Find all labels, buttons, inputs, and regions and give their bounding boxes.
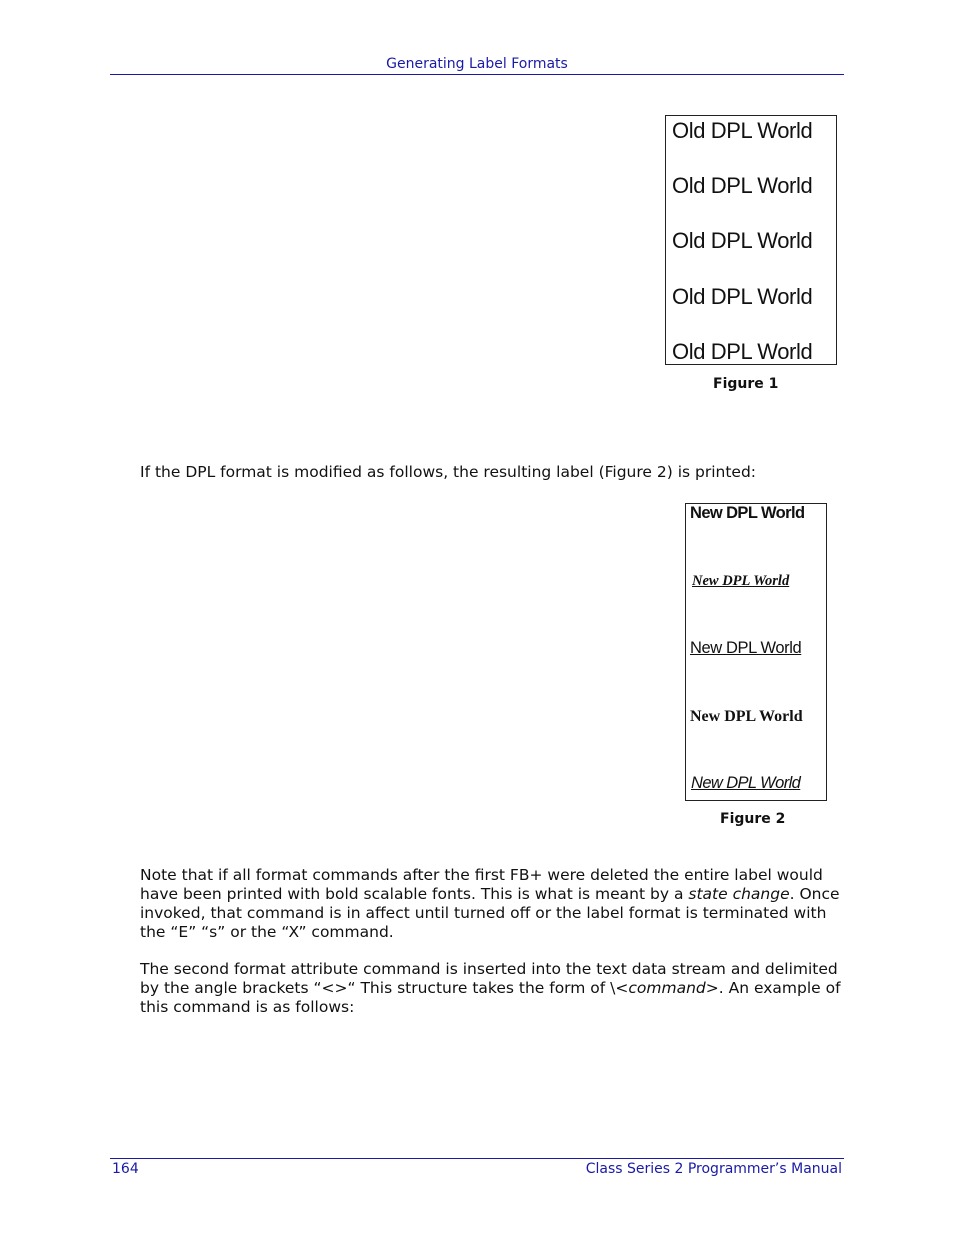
note-text-end: . Once invoked, that command is in affect until turned off or the label format is terminated with the “E” “s” or the “X” command. bbox=[140, 885, 840, 941]
command-emphasis: command bbox=[628, 979, 706, 997]
note-emphasis: state change bbox=[688, 885, 790, 903]
label-line: New DPL World bbox=[691, 774, 801, 792]
command-text-end: >. An example of this command is as follows: bbox=[140, 979, 841, 1016]
note-paragraph bbox=[140, 866, 846, 942]
header-rule bbox=[110, 74, 844, 75]
footer-rule bbox=[110, 1158, 844, 1159]
label-line: New DPL World bbox=[690, 639, 802, 657]
figure-2-caption: Figure 2 bbox=[720, 811, 786, 827]
label-line: Old DPL World bbox=[672, 118, 813, 143]
note-text: Note that if all format commands after the first FB+ were deleted the entire label would have been printed with bold scalable fonts. This is what is meant by a bbox=[140, 866, 823, 903]
header-title: Generating Label Formats bbox=[386, 56, 568, 72]
label-line: New DPL World bbox=[690, 708, 803, 725]
label-line: Old DPL World bbox=[672, 173, 813, 198]
figure-1-label bbox=[665, 115, 837, 365]
command-paragraph bbox=[140, 960, 846, 1017]
command-text: The second format attribute command is inserted into the text data stream and delimited by the angle brackets “<>“ This structure takes the form of \< bbox=[140, 960, 838, 997]
figure-1-caption: Figure 1 bbox=[713, 376, 779, 392]
manual-title: Class Series 2 Programmer’s Manual bbox=[585, 1161, 842, 1177]
intro-paragraph: If the DPL format is modified as follows, the resulting label (Figure 2) is printed: bbox=[140, 463, 757, 481]
label-line: Old DPL World bbox=[672, 339, 813, 364]
page-number: 164 bbox=[112, 1161, 139, 1177]
figure-2-label bbox=[685, 503, 827, 801]
label-line: New DPL World bbox=[692, 573, 790, 589]
label-line: New DPL World bbox=[690, 504, 805, 522]
label-line: Old DPL World bbox=[672, 228, 813, 253]
label-line: Old DPL World bbox=[672, 284, 813, 309]
